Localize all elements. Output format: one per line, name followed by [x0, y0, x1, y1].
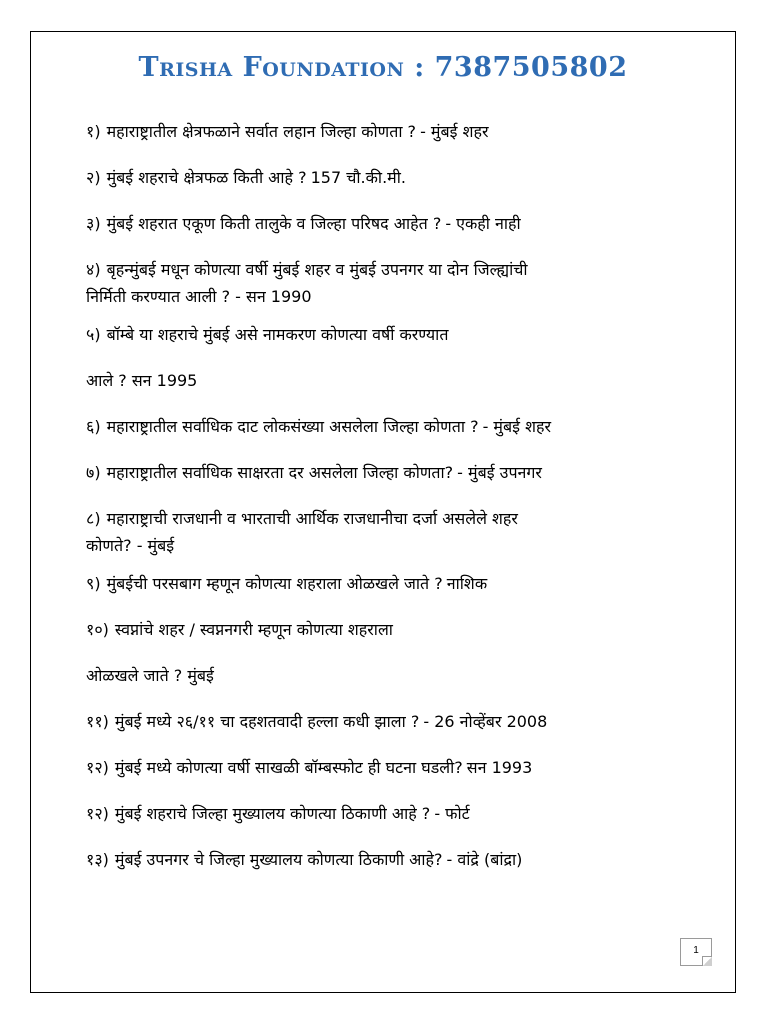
list-item: [86, 505, 696, 559]
list-item: [86, 367, 696, 394]
question-number: १३): [86, 850, 109, 869]
question-text: मुंबई मध्ये २६/११ चा दहशतवादी हल्ला कधी झाला ?: [114, 712, 420, 731]
question-text: महाराष्ट्रातील सर्वाधिक साक्षरता दर असलेला जिल्हा कोणता?: [106, 463, 454, 482]
question-number: ४): [86, 260, 101, 279]
question-continuation: आले ? सन 1995: [86, 371, 198, 390]
list-item: [86, 708, 696, 735]
question-number: १): [86, 122, 101, 141]
question-continuation: ओळखले जाते ? मुंबई: [86, 666, 214, 685]
list-item: [86, 570, 696, 597]
question-number: १०): [86, 620, 109, 639]
question-number: ९): [86, 574, 101, 593]
question-text: महाराष्ट्रातील सर्वाधिक दाट लोकसंख्या असलेला जिल्हा कोणता ?: [106, 417, 479, 436]
list-item: [86, 459, 696, 486]
question-text: मुंबई शहराचे जिल्हा मुख्यालय कोणत्या ठिकाणी आहे ?: [114, 804, 431, 823]
question-text: महाराष्ट्रातील क्षेत्रफळाने सर्वात लहान जिल्हा कोणता ?: [106, 122, 417, 141]
answer-text: - मुंबई शहर: [482, 417, 551, 436]
page-header: [30, 52, 736, 83]
question-text: महाराष्ट्राची राजधानी व भारताची आर्थिक राजधानीचा दर्जा असलेले शहर: [106, 509, 518, 528]
question-text: बृहन्मुंबई मधून कोणत्या वर्षी मुंबई शहर व मुंबई उपनगर या दोन जिल्ह्यांची: [106, 260, 528, 279]
list-item: [86, 256, 696, 310]
phone-number: 7387505802: [434, 52, 628, 83]
question-text: मुंबई शहरात एकूण किती तालुके व जिल्हा परिषद आहेत ?: [106, 214, 442, 233]
question-number: २): [86, 168, 101, 187]
list-item: [86, 662, 696, 689]
question-number: ७): [86, 463, 101, 482]
question-text: मुंबई उपनगर चे जिल्हा मुख्यालय कोणत्या ठिकाणी आहे?: [114, 850, 443, 869]
question-number: १२): [86, 804, 109, 823]
list-item: [86, 800, 696, 827]
answer-text: - मुंबई उपनगर: [457, 463, 542, 482]
list-item: [86, 118, 696, 145]
question-number: १२): [86, 758, 109, 777]
answer-text: - फोर्ट: [434, 804, 470, 823]
question-number: ३): [86, 214, 101, 233]
answer-text: कोणते? - मुंबई: [86, 536, 175, 555]
page-curl-icon: [702, 956, 712, 966]
question-number: ६): [86, 417, 101, 436]
list-item: [86, 616, 696, 643]
answer-text: 157 चौ.की.मी.: [310, 168, 406, 187]
list-item: [86, 413, 696, 440]
question-number: ८): [86, 509, 101, 528]
page-number-box: [680, 938, 712, 966]
question-number: ५): [86, 325, 101, 344]
list-item: [86, 164, 696, 191]
list-item: [86, 754, 696, 781]
answer-text: सन 1993: [466, 758, 533, 777]
question-text: मुंबई शहराचे क्षेत्रफळ किती आहे ?: [106, 168, 307, 187]
question-text: मुंबई मध्ये कोणत्या वर्षी साखळी बॉम्बस्फोट ही घटना घडली?: [114, 758, 463, 777]
question-text: स्वप्नांचे शहर / स्वप्ननगरी म्हणून कोणत्या शहराला: [114, 620, 393, 639]
answer-text: - मुंबई शहर: [420, 122, 489, 141]
question-number: ११): [86, 712, 109, 731]
question-text: मुंबईची परसबाग म्हणून कोणत्या शहराला ओळखले जाते ?: [106, 574, 443, 593]
answer-text: - वांद्रे (बांद्रा): [446, 850, 523, 869]
list-item: [86, 210, 696, 237]
answer-text: - 26 नोव्हेंबर 2008: [423, 712, 548, 731]
question-list: [86, 118, 696, 892]
answer-text: - एकही नाही: [445, 214, 521, 233]
organization-name: Trisha Foundation :: [138, 52, 425, 83]
page-number: 1: [693, 945, 699, 956]
list-item: [86, 321, 696, 348]
answer-text: नाशिक: [446, 574, 488, 593]
list-item: [86, 846, 696, 873]
answer-text: निर्मिती करण्यात आली ? - सन 1990: [86, 287, 312, 306]
question-text: बॉम्बे या शहराचे मुंबई असे नामकरण कोणत्या वर्षी करण्यात: [106, 325, 449, 344]
